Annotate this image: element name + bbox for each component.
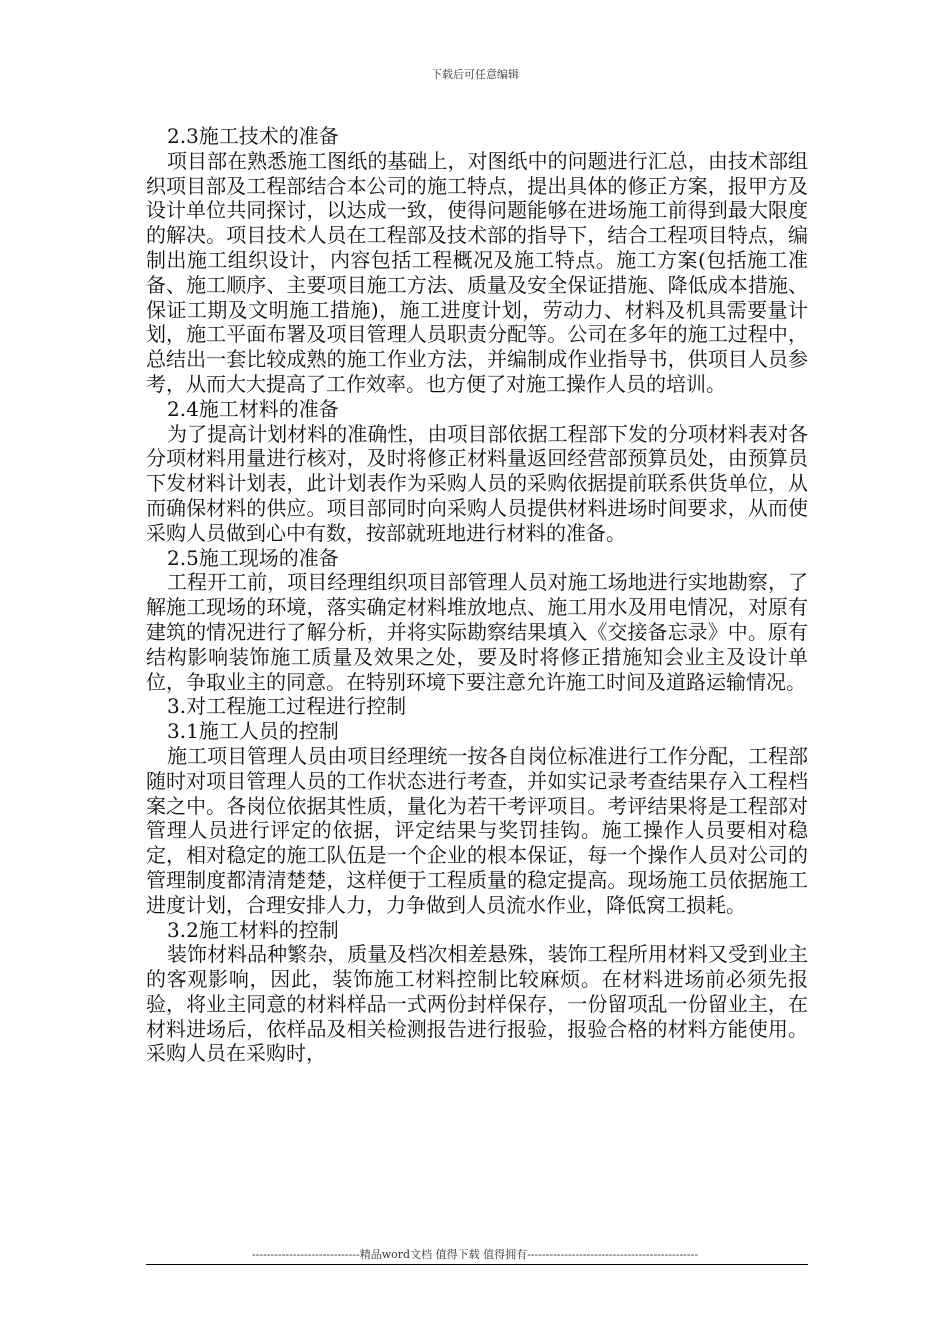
- section-heading: 3.1施工人员的控制: [167, 719, 339, 744]
- document-body: [146, 124, 808, 1066]
- paragraph: 施工项目管理人员由项目经理统一按各自岗位标准进行工作分配，工程部随时对项目管理人员的工作状态进行考查，并如实记录考查结果存入工程档案之中。各岗位依据其性质，量化为若干考评项目。考评结果将是工程部对管理人员进行评定的依据，评定结果与奖罚挂钩。施工操作人员要相对稳定，相对稳定的施工队伍是一个企业的根本保证，每一个操作人员对公司的管理制度都清清楚楚，这样便于工程质量的稳定提高。现场施工员依据施工进度计划，合理安排人力，力争做到人员流水作业，降低窝工损耗。: [146, 743, 808, 917]
- paragraph: 项目部在熟悉施工图纸的基础上，对图纸中的问题进行汇总，由技术部组织项目部及工程部结合本公司的施工特点，提出具体的修正方案，报甲方及设计单位共同探讨，以达成一致，使得问题能够在进场施工前得到最大限度的解决。项目技术人员在工程部及技术部的指导下，结合工程项目特点，编制出施工组织设计，内容包括工程概况及施工特点。施工方案(包括施工准备、施工顺序、主要项目施工方法、质量及安全保证措施、降低成本措施、保证工期及文明施工措施)，施工进度计划，劳动力、材料及机具需要量计划，施工平面布署及项目管理人员职责分配等。公司在多年的施工过程中，总结出一套比较成熟的施工作业方法，并编制成作业指导书，供项目人员参考，从而大大提高了工作效率。也方便了对施工操作人员的培训。: [146, 148, 808, 396]
- paragraph: 工程开工前，项目经理组织项目部管理人员对施工场地进行实地勘察，了解施工现场的环境，落实确定材料堆放地点、施工用水及用电情况，对原有建筑的情况进行了解分析，并将实际勘察结果填入《交接备忘录》中。原有结构影响装饰施工质量及效果之处，要及时将修正措施知会业主及设计单位，争取业主的同意。在特别环境下要注意允许施工时间及道路运输情况。: [146, 570, 808, 694]
- paragraph: 为了提高计划材料的准确性，由项目部依据工程部下发的分项材料表对各分项材料用量进行核对，及时将修正材料量返回经营部预算员处，由预算员下发材料计划表，此计划表作为采购人员的采购依据提前联系供货单位，从而确保材料的供应。项目部同时向采购人员提供材料进场时间要求，从而使采购人员做到心中有数，按部就班地进行材料的准备。: [146, 421, 808, 545]
- paragraph: 装饰材料品种繁杂，质量及档次相差悬殊，装饰工程所用材料又受到业主的客观影响，因此，装饰施工材料控制比较麻烦。在材料进场前必须先报验，将业主同意的材料样品一式两份封样保存，一份留项乱一份留业主，在材料进场后，依样品及相关检测报告进行报验，报验合格的材料方能使用。采购人员在采购时，: [146, 942, 808, 1066]
- section-heading: 3.2施工材料的控制: [167, 917, 339, 942]
- page-footer: -----------------------------精品word文档 值得下载 值得拥有----------------------------------------------: [251, 1248, 699, 1261]
- page-header: 下载后可任意编辑: [431, 68, 519, 81]
- section-heading: 2.3施工技术的准备: [167, 124, 339, 148]
- section-heading: 2.5施工现场的准备: [167, 545, 339, 570]
- section-heading: 3.对工程施工过程进行控制: [167, 694, 407, 719]
- footer-divider: [146, 1264, 808, 1265]
- section-heading: 2.4施工材料的准备: [167, 396, 339, 421]
